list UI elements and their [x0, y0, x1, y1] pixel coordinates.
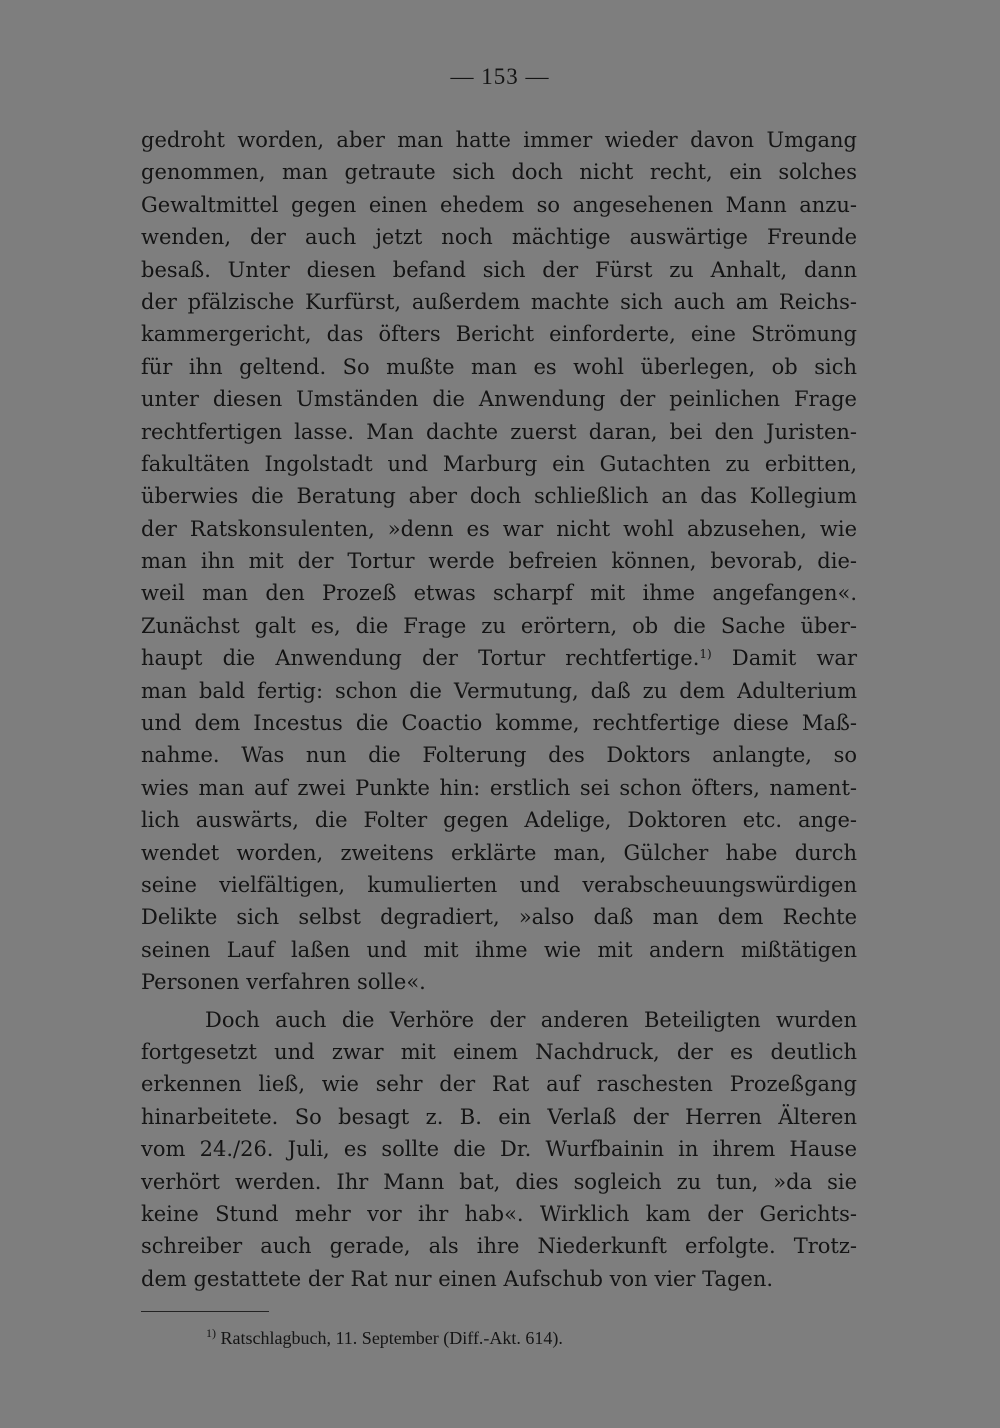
- text-line: vom 24./26. Juli, es sollte die Dr. Wurfbainin in ihrem Hause: [141, 1137, 857, 1162]
- text-line: und dem Incestus die Coactio komme, rechtfertige diese Maß-: [141, 711, 857, 736]
- page-number: — 153 —: [450, 64, 550, 89]
- text-line: seinen Lauf laßen und mit ihme wie mit andern mißtätigen: [141, 937, 857, 962]
- text-line: weil man den Prozeß etwas scharpf mit ihme angefangen«.: [141, 581, 857, 606]
- paragraph-1: [141, 124, 857, 999]
- text-line: genommen, man getraute sich doch nicht recht, ein solches: [141, 160, 857, 185]
- text-line: unter diesen Umständen die Anwendung der peinlichen Frage: [141, 387, 857, 412]
- text-line: Delikte sich selbst degradiert, »also daß man dem Rechte: [141, 905, 857, 930]
- text-line: hinarbeitete. So besagt z. B. ein Verlaß der Herren Älteren: [141, 1104, 857, 1129]
- text-line: fakultäten Ingolstadt und Marburg ein Gutachten zu erbitten,: [141, 451, 857, 476]
- text-line: der pfälzische Kurfürst, außerdem machte sich auch am Reichs-: [141, 289, 857, 314]
- text-segment: Damit war: [731, 646, 857, 671]
- text-line: kammergericht, das öfters Bericht einforderte, eine Strömung: [141, 322, 857, 347]
- text-line: Gewaltmittel gegen einen ehedem so angesehenen Mann anzu-: [141, 192, 857, 217]
- text-line: Doch auch die Verhöre der anderen Beteiligten wurden: [205, 1007, 857, 1032]
- text-line: besaß. Unter diesen befand sich der Fürst zu Anhalt, dann: [141, 257, 857, 282]
- text-line: Zunächst galt es, die Frage zu erörtern, ob die Sache über-: [141, 613, 857, 638]
- footnote: [206, 1328, 563, 1349]
- text-line: erkennen ließ, wie sehr der Rat auf raschesten Prozeßgang: [141, 1072, 857, 1097]
- body-text: [141, 124, 857, 1295]
- text-line: rechtfertigen lasse. Man dachte zuerst daran, bei den Juristen-: [141, 419, 857, 444]
- footnote-marker: 1): [206, 1326, 216, 1340]
- text-line: überwies die Beratung aber doch schließlich an das Kollegium: [141, 484, 857, 509]
- text-line: Personen verfahren solle«.: [141, 970, 426, 995]
- footnote-text: Ratschlagbuch, 11. September (Diff.-Akt. 614).: [220, 1328, 563, 1348]
- text-line: der Ratskonsulenten, »denn es war nicht wohl abzusehen, wie: [141, 516, 857, 541]
- text-line: dem gestattete der Rat nur einen Aufschub von vier Tagen.: [141, 1266, 774, 1291]
- text-segment: haupt die Anwendung der Tortur rechtfertige.: [141, 646, 700, 671]
- text-line: fortgesetzt und zwar mit einem Nachdruck, der es deutlich: [141, 1039, 857, 1064]
- footnote-reference: 1): [699, 647, 712, 662]
- text-line: lich auswärts, die Folter gegen Adelige, Doktoren etc. ange-: [141, 808, 857, 833]
- text-line: seine vielfältigen, kumulierten und verabscheuungswürdigen: [141, 872, 857, 897]
- text-line: verhört werden. Ihr Mann bat, dies sogleich zu tun, »da sie: [141, 1169, 857, 1194]
- paragraph-2: [141, 1004, 857, 1296]
- text-line: wenden, der auch jetzt noch mächtige auswärtige Freunde: [141, 225, 857, 250]
- text-line: für ihn geltend. So mußte man es wohl überlegen, ob sich: [141, 354, 857, 379]
- text-line: wendet worden, zweitens erklärte man, Gülcher habe durch: [141, 840, 857, 865]
- footnote-divider: [141, 1311, 269, 1312]
- text-line-with-footnote-ref: [141, 642, 857, 674]
- text-line: wies man auf zwei Punkte hin: erstlich sei schon öfters, nament-: [141, 775, 857, 800]
- text-line: nahme. Was nun die Folterung des Doktors anlangte, so: [141, 743, 857, 768]
- text-line: schreiber auch gerade, als ihre Niederkunft erfolgte. Trotz-: [141, 1234, 857, 1259]
- text-line: man bald fertig: schon die Vermutung, daß zu dem Adulterium: [141, 678, 857, 703]
- text-line: keine Stund mehr vor ihr hab«. Wirklich kam der Gerichts-: [141, 1201, 857, 1226]
- text-line: man ihn mit der Tortur werde befreien können, bevorab, die-: [141, 549, 857, 574]
- text-line: gedroht worden, aber man hatte immer wieder davon Umgang: [141, 128, 857, 152]
